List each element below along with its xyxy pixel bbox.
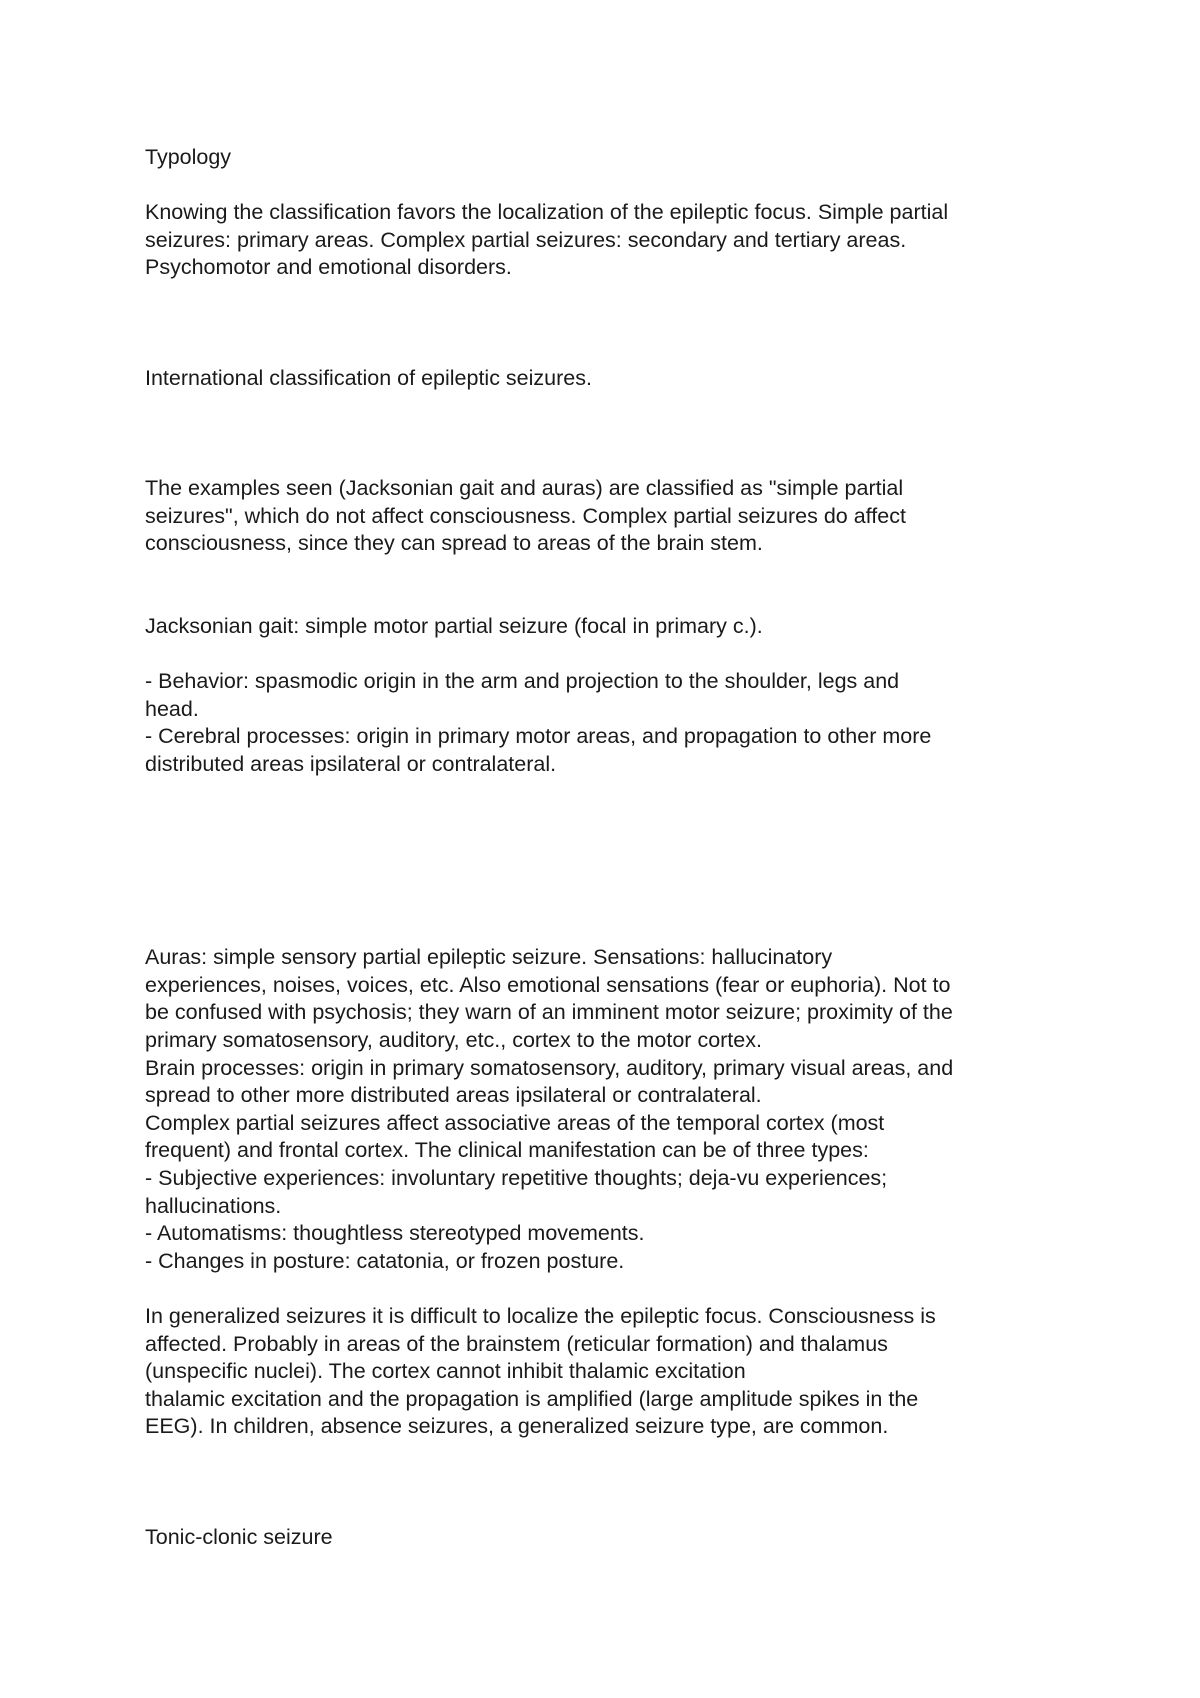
blank-line: [145, 779, 1085, 807]
list-item-line: hallucinations.: [145, 1193, 282, 1218]
blank-line: [145, 917, 1085, 945]
heading-typology: Typology: [145, 145, 232, 169]
blank-line: [145, 172, 1085, 200]
blank-line: [145, 834, 1085, 862]
paragraph-line: Knowing the classification favors the localization of the epileptic focus. Simple partial: [145, 200, 949, 225]
paragraph-line: The examples seen (Jacksonian gait and auras) are classified as "simple partial: [145, 476, 904, 501]
paragraph-line: be confused with psychosis; they warn of an imminent motor seizure; proximity of the: [145, 1000, 953, 1025]
paragraph-line: seizures: primary areas. Complex partial seizures: secondary and tertiary areas.: [145, 227, 907, 252]
blank-line: [145, 1275, 1085, 1303]
blank-line: [145, 392, 1085, 420]
paragraph-line: consciousness, since they can spread to areas of the brain stem.: [145, 531, 763, 556]
blank-line: [145, 310, 1085, 338]
paragraph-line: Psychomotor and emotional disorders.: [145, 255, 512, 280]
list-item-line: - Changes in posture: catatonia, or frozen posture.: [145, 1248, 625, 1273]
document-page: [145, 144, 1085, 1551]
section-title-tonic-clonic: Tonic-clonic seizure: [145, 1524, 333, 1549]
paragraph-line: EEG). In children, absence seizures, a generalized seizure type, are common.: [145, 1414, 889, 1439]
list-item-line: - Subjective experiences: involuntary repetitive thoughts; deja-vu experiences;: [145, 1165, 888, 1190]
section-title-jacksonian-gait: Jacksonian gait: simple motor partial seizure (focal in primary c.).: [145, 614, 763, 639]
blank-line: [145, 806, 1085, 834]
blank-line: [145, 889, 1085, 917]
paragraph-line: (unspecific nuclei). The cortex cannot inhibit thalamic excitation: [145, 1359, 746, 1384]
list-item-line: - Behavior: spasmodic origin in the arm and projection to the shoulder, legs and: [145, 669, 900, 694]
blank-line: [145, 558, 1085, 586]
paragraph-line: spread to other more distributed areas ipsilateral or contralateral.: [145, 1083, 762, 1108]
paragraph-line: Complex partial seizures affect associative areas of the temporal cortex (most: [145, 1110, 885, 1135]
list-item-line: distributed areas ipsilateral or contralateral.: [145, 752, 557, 777]
paragraph-line: experiences, noises, voices, etc. Also emotional sensations (fear or euphoria). Not to: [145, 972, 951, 997]
blank-line: [145, 282, 1085, 310]
blank-line: [145, 641, 1085, 669]
blank-line: [145, 1496, 1085, 1524]
section-title-international-classification: International classification of epileptic seizures.: [145, 365, 592, 390]
list-item-line: - Cerebral processes: origin in primary motor areas, and propagation to other more: [145, 724, 932, 749]
paragraph-line: thalamic excitation and the propagation is amplified (large amplitude spikes in the: [145, 1386, 919, 1411]
blank-line: [145, 1469, 1085, 1497]
blank-line: [145, 586, 1085, 614]
paragraph-line: primary somatosensory, auditory, etc., cortex to the motor cortex.: [145, 1028, 762, 1052]
blank-line: [145, 861, 1085, 889]
blank-line: [145, 420, 1085, 448]
paragraph-line: In generalized seizures it is difficult to localize the epileptic focus. Consciousness is: [145, 1303, 936, 1328]
paragraph-line: seizures", which do not affect consciousness. Complex partial seizures do affect: [145, 503, 906, 528]
paragraph-line: frequent) and frontal cortex. The clinical manifestation can be of three types:: [145, 1138, 869, 1163]
list-item-line: - Automatisms: thoughtless stereotyped movements.: [145, 1221, 645, 1246]
list-item-line: head.: [145, 696, 199, 721]
paragraph-line: Brain processes: origin in primary somatosensory, auditory, primary visual areas, and: [145, 1055, 954, 1080]
blank-line: [145, 448, 1085, 476]
blank-line: [145, 337, 1085, 365]
paragraph-line: affected. Probably in areas of the brainstem (reticular formation) and thalamus: [145, 1331, 888, 1356]
blank-line: [145, 1441, 1085, 1469]
paragraph-line: Auras: simple sensory partial epileptic seizure. Sensations: hallucinatory: [145, 945, 833, 970]
